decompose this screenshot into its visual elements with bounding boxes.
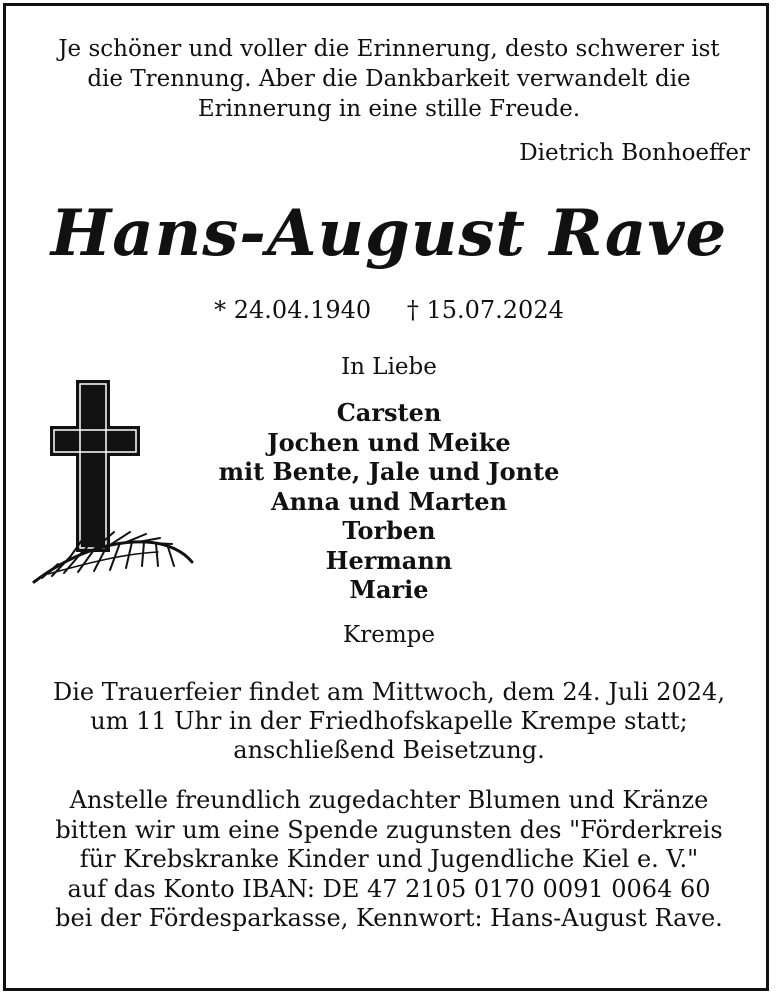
quote-line: die Trennung. Aber die Dankbarkeit verwandelt die <box>87 66 691 92</box>
quote-line: Je schöner und voller die Erinnerung, desto schwerer ist <box>58 36 720 62</box>
donation-line: auf das Konto IBAN: DE 47 2105 0170 0091 0064 60 <box>67 874 711 903</box>
quote-author: Dietrich Bonhoeffer <box>519 140 750 166</box>
mourners-list <box>0 398 778 605</box>
life-dates <box>0 294 778 326</box>
mourners-place: Krempe <box>343 622 435 648</box>
ceremony-info <box>0 678 778 765</box>
quote-line: Erinnerung in eine stille Freude. <box>197 96 581 122</box>
deceased-name: Hans-August Rave <box>50 196 728 271</box>
donation-line: bitten wir um eine Spende zugunsten des "Förderkreis <box>55 815 723 844</box>
mourner-name: Marie <box>349 575 429 604</box>
donation-line: für Krebskranke Kinder und Jugendliche Kiel e. V." <box>79 845 699 873</box>
ceremony-line: um 11 Uhr in der Friedhofskapelle Krempe statt; <box>90 707 688 735</box>
donation-line: bei der Fördesparkasse, Kennwort: Hans-August Rave. <box>55 904 723 932</box>
donation-line: Anstelle freundlich zugedachter Blumen und Kränze <box>69 786 709 814</box>
mourner-name: Jochen und Meike <box>267 427 511 457</box>
mourner-name: Hermann <box>325 545 453 575</box>
ceremony-line: Die Trauerfeier findet am Mittwoch, dem 24. Juli 2024, <box>53 678 725 706</box>
mourners-intro: In Liebe <box>341 354 437 380</box>
ceremony-line: anschließend Beisetzung. <box>233 736 545 764</box>
mourner-name: mit Bente, Jale und Jonte <box>218 457 560 486</box>
mourner-name: Anna und Marten <box>270 486 508 516</box>
mourner-name: Carsten <box>336 398 442 427</box>
quote <box>0 34 778 124</box>
mourner-name: Torben <box>342 516 436 545</box>
donation-info <box>0 786 778 934</box>
birth-date: * 24.04.1940 <box>214 296 372 324</box>
death-date: † 15.07.2024 <box>406 296 564 324</box>
